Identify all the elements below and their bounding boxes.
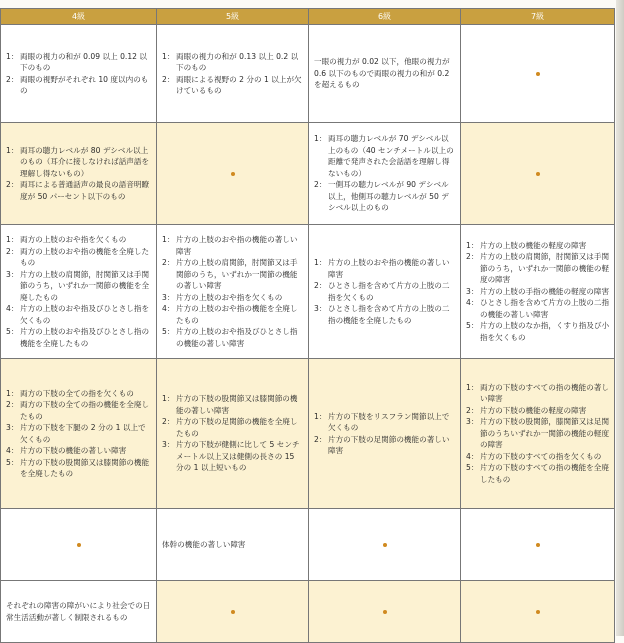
criteria-list xyxy=(314,257,456,326)
criteria-list xyxy=(162,393,304,474)
grade-5-cell xyxy=(157,359,309,509)
lower-limb-row xyxy=(1,359,615,509)
grade-4-cell xyxy=(1,25,157,123)
item-number: 4： xyxy=(162,304,175,313)
criteria-item xyxy=(314,434,456,457)
item-text: 両方の下肢の全ての指を欠くもの xyxy=(20,388,134,398)
item-number: 1： xyxy=(6,388,19,398)
criteria-item xyxy=(314,133,456,179)
criteria-item xyxy=(314,303,456,326)
item-text: 片方の下肢の機能の著しい障害 xyxy=(20,446,127,455)
criteria-list xyxy=(6,145,152,203)
item-number: 2： xyxy=(466,405,479,415)
grade-6-cell xyxy=(309,581,461,643)
criteria-item xyxy=(6,326,152,349)
item-text: 一側耳の聴力レベルが 90 デシベル以上，他側耳の聴力レベルが 50 デシベル以上のもの xyxy=(328,180,449,213)
item-number: 2： xyxy=(162,74,175,84)
grade-5-header: 5級 xyxy=(157,9,309,25)
item-text: 両眼による視野の 2 分の 1 以上が欠けているもの xyxy=(176,74,302,95)
empty-marker-dot xyxy=(231,172,235,176)
criteria-item xyxy=(6,145,152,180)
criteria-item xyxy=(162,74,304,97)
item-text: 片方の上肢のおや指及びひとさし指を欠くもの xyxy=(20,304,150,325)
item-number: 3： xyxy=(314,304,327,313)
criteria-item xyxy=(162,257,304,292)
criteria-item xyxy=(6,457,152,480)
item-text: 両眼の視力の和が 0.13 以上 0.2 以下のもの xyxy=(176,51,299,72)
grade-4-cell xyxy=(1,581,157,643)
item-text: 片方の上肢の機能の軽度の障害 xyxy=(480,240,587,250)
criteria-item xyxy=(6,74,152,97)
item-text: 片方の上肢のおや指を欠くもの xyxy=(176,292,283,302)
criteria-item xyxy=(162,292,304,304)
item-number: 2： xyxy=(6,74,19,84)
grade-7-cell xyxy=(461,123,615,225)
grade-7-cell xyxy=(461,25,615,123)
item-number: 1： xyxy=(466,240,479,250)
item-text: ひとさし指を含めて片方の上肢の二指を欠くもの xyxy=(328,281,450,302)
item-number: 1： xyxy=(162,51,175,61)
item-number: 2： xyxy=(6,400,19,409)
grade-7-cell xyxy=(461,509,615,581)
disability-grade-table xyxy=(0,8,615,643)
criteria-list xyxy=(314,411,456,457)
item-number: 1： xyxy=(6,145,19,155)
item-number: 1： xyxy=(314,411,327,421)
item-number: 1： xyxy=(6,51,19,61)
grade-6-cell xyxy=(309,509,461,581)
criteria-item xyxy=(162,234,304,257)
item-number: 2： xyxy=(162,417,175,427)
item-number: 5： xyxy=(6,327,19,336)
item-text: 片方の上肢のおや指の機能の著しい障害 xyxy=(176,235,298,256)
upper-limb-row xyxy=(1,225,615,359)
item-number: 1： xyxy=(162,394,175,404)
item-number: 1： xyxy=(466,382,479,392)
criteria-list xyxy=(466,240,610,344)
empty-marker-dot xyxy=(383,610,387,614)
criteria-item xyxy=(466,240,610,252)
item-number: 5： xyxy=(6,457,19,467)
criteria-list xyxy=(466,382,610,486)
criteria-list xyxy=(6,388,152,480)
criteria-item xyxy=(314,411,456,434)
item-text: 両方の上肢のおや指の機能を全廃したもの xyxy=(20,246,150,267)
page-binding-edge xyxy=(616,0,624,636)
criteria-item xyxy=(162,303,304,326)
criteria-list xyxy=(162,51,304,97)
criteria-item xyxy=(466,251,610,286)
grade-5-cell xyxy=(157,225,309,359)
item-number: 2： xyxy=(6,180,19,190)
item-text: 片方の上肢の肩関節，肘関節又は手関節のうち，いずれか一関節の機能の軽度の障害 xyxy=(480,252,610,285)
grade-5-cell xyxy=(157,509,309,581)
criteria-item xyxy=(6,399,152,422)
item-number: 1： xyxy=(6,235,19,244)
empty-marker-dot xyxy=(536,172,540,176)
item-number: 4： xyxy=(466,298,479,308)
item-number: 2： xyxy=(6,246,19,256)
criteria-text: 一眼の視力が 0.02 以下，他眼の視力が 0.6 以下のもので両眼の視力の和が 0.2 を超えるもの xyxy=(314,57,450,90)
item-number: 3： xyxy=(466,417,479,427)
grade-7-cell xyxy=(461,359,615,509)
grade-4-header: 4級 xyxy=(1,9,157,25)
item-number: 1： xyxy=(314,134,327,144)
item-number: 2： xyxy=(162,258,175,267)
grade-4-cell xyxy=(1,123,157,225)
criteria-item xyxy=(162,416,304,439)
item-text: 片方の下肢をリスフラン関節以上で欠くもの xyxy=(328,411,450,432)
item-text: 片方の下肢が健側に比して 5 センチメートル以上又は健側の長さの 15 分の 1 以上短いもの xyxy=(176,440,300,473)
daily-life-row xyxy=(1,581,615,643)
criteria-text: 体幹の機能の著しい障害 xyxy=(162,539,246,549)
item-number: 3： xyxy=(162,292,175,302)
criteria-list xyxy=(6,234,152,349)
empty-marker-dot xyxy=(536,610,540,614)
item-number: 3： xyxy=(6,269,19,279)
criteria-item xyxy=(466,416,610,451)
item-text: 両方の上肢のおや指を欠くもの xyxy=(20,235,127,244)
item-text: 片方の下肢の股関節，膝関節又は足関節のうちいずれか一関節の機能の軽度の障害 xyxy=(480,417,610,450)
item-number: 3： xyxy=(162,440,175,450)
empty-marker-dot xyxy=(77,543,81,547)
item-text: 片方の下肢を下腿の 2 分の 1 以上で欠くもの xyxy=(20,423,146,444)
criteria-list xyxy=(6,51,152,97)
hearing-row xyxy=(1,123,615,225)
item-text: 片方の下肢のすべての指の機能を全廃したもの xyxy=(480,463,609,484)
criteria-item xyxy=(466,462,610,485)
grade-6-cell xyxy=(309,359,461,509)
item-text: 片方の下肢の足関節の機能の著しい障害 xyxy=(328,434,450,455)
criteria-list xyxy=(314,133,456,214)
item-text: 両方の下肢のすべての指の機能の著しい障害 xyxy=(480,382,609,404)
grade-6-header: 6級 xyxy=(309,9,461,25)
item-text: 片方の下肢の股関節又は膝関節の機能を全廃したもの xyxy=(20,457,150,478)
item-text: 両方の下肢の全ての指の機能を全廃したもの xyxy=(20,400,150,421)
empty-marker-dot xyxy=(231,610,235,614)
grade-4-cell xyxy=(1,359,157,509)
item-number: 5： xyxy=(466,463,479,473)
empty-marker-dot xyxy=(536,543,540,547)
criteria-item xyxy=(6,445,152,457)
item-number: 5： xyxy=(162,327,175,336)
criteria-list xyxy=(162,234,304,349)
item-number: 2： xyxy=(314,180,327,190)
item-text: 片方の上肢の手指の機能の軽度の障害 xyxy=(480,286,610,296)
item-number: 5： xyxy=(466,321,479,331)
criteria-item xyxy=(314,179,456,214)
item-text: 片方の上肢の肩関節，肘関節又は手関節のうち，いずれか一関節の機能の著しい障害 xyxy=(176,258,298,290)
criteria-item xyxy=(466,451,610,463)
item-text: 片方の下肢の機能の軽度の障害 xyxy=(480,405,587,415)
item-text: ひとさし指を含めて片方の上肢の二指の機能を全廃したもの xyxy=(328,304,450,325)
criteria-item xyxy=(162,439,304,474)
item-text: 片方の上肢のおや指及びひとさし指の機能の著しい障害 xyxy=(176,327,298,348)
item-number: 3： xyxy=(466,286,479,296)
grade-header-row xyxy=(1,9,615,25)
item-text: 片方の上肢のなか指，くすり指及び小指を欠くもの xyxy=(480,321,610,342)
criteria-item xyxy=(162,393,304,416)
criteria-item xyxy=(6,303,152,326)
item-text: 両耳による普通話声の最良の語音明瞭度が 50 パーセント以下のもの xyxy=(20,180,150,201)
grade-7-header: 7級 xyxy=(461,9,615,25)
criteria-item xyxy=(466,286,610,298)
criteria-item xyxy=(162,326,304,349)
criteria-item xyxy=(6,269,152,304)
item-text: 片方の下肢の股関節又は膝関節の機能の著しい障害 xyxy=(176,394,298,415)
criteria-item xyxy=(314,257,456,280)
item-number: 2： xyxy=(466,252,479,262)
item-number: 1： xyxy=(162,235,175,244)
grade-6-cell xyxy=(309,225,461,359)
criteria-item xyxy=(314,280,456,303)
item-text: 片方の上肢の肩関節，肘関節又は手関節のうち，いずれか一関節の機能を全廃したもの xyxy=(20,269,150,302)
criteria-text: それぞれの障害の障がいにより社会での日常生活活動が著しく制限されるもの xyxy=(6,601,151,622)
grade-6-cell xyxy=(309,123,461,225)
empty-marker-dot xyxy=(536,72,540,76)
criteria-item xyxy=(162,51,304,74)
item-text: 片方の上肢のおや指の機能の著しい障害 xyxy=(328,258,450,279)
criteria-item xyxy=(6,234,152,246)
item-text: 両眼の視野がそれぞれ 10 度以内のもの xyxy=(20,74,149,95)
criteria-item xyxy=(6,246,152,269)
grade-6-cell xyxy=(309,25,461,123)
criteria-item xyxy=(6,51,152,74)
empty-marker-dot xyxy=(383,543,387,547)
item-text: 片方の上肢のおや指及びひとさし指の機能を全廃したもの xyxy=(20,327,150,348)
item-text: 片方の上肢のおや指の機能を全廃したもの xyxy=(176,304,298,325)
grade-4-cell xyxy=(1,509,157,581)
item-number: 2： xyxy=(314,281,327,290)
item-number: 1： xyxy=(314,258,327,267)
item-text: 両眼の視力の和が 0.09 以上 0.12 以下のもの xyxy=(20,51,148,72)
criteria-item xyxy=(466,320,610,343)
item-text: 両耳の聴力レベルが 70 デシベル以上のもの（40 センチメートル以上の距離で発声された会話語を理解し得ないもの） xyxy=(328,134,454,178)
item-number: 4： xyxy=(6,304,19,313)
vision-row xyxy=(1,25,615,123)
grade-5-cell xyxy=(157,123,309,225)
item-text: 片方の下肢の足関節の機能を全廃したもの xyxy=(176,417,298,438)
item-number: 4： xyxy=(466,451,479,461)
item-number: 2： xyxy=(314,434,327,444)
item-number: 3： xyxy=(6,423,19,432)
grade-7-cell xyxy=(461,581,615,643)
item-text: ひとさし指を含めて片方の上肢の二指の機能の著しい障害 xyxy=(480,298,610,319)
item-number: 4： xyxy=(6,446,19,455)
criteria-item xyxy=(6,422,152,445)
grade-7-cell xyxy=(461,225,615,359)
grade-5-cell xyxy=(157,581,309,643)
item-text: 片方の下肢のすべての指を欠くもの xyxy=(480,451,602,461)
criteria-item xyxy=(466,297,610,320)
criteria-item xyxy=(466,405,610,417)
criteria-item xyxy=(6,179,152,202)
item-text: 両耳の聴力レベルが 80 デシベル以上のもの（耳介に接しなければ話声語を理解し得ないもの） xyxy=(20,145,150,178)
criteria-item xyxy=(6,388,152,400)
grade-4-cell xyxy=(1,225,157,359)
grade-5-cell xyxy=(157,25,309,123)
trunk-row xyxy=(1,509,615,581)
criteria-item xyxy=(466,382,610,405)
